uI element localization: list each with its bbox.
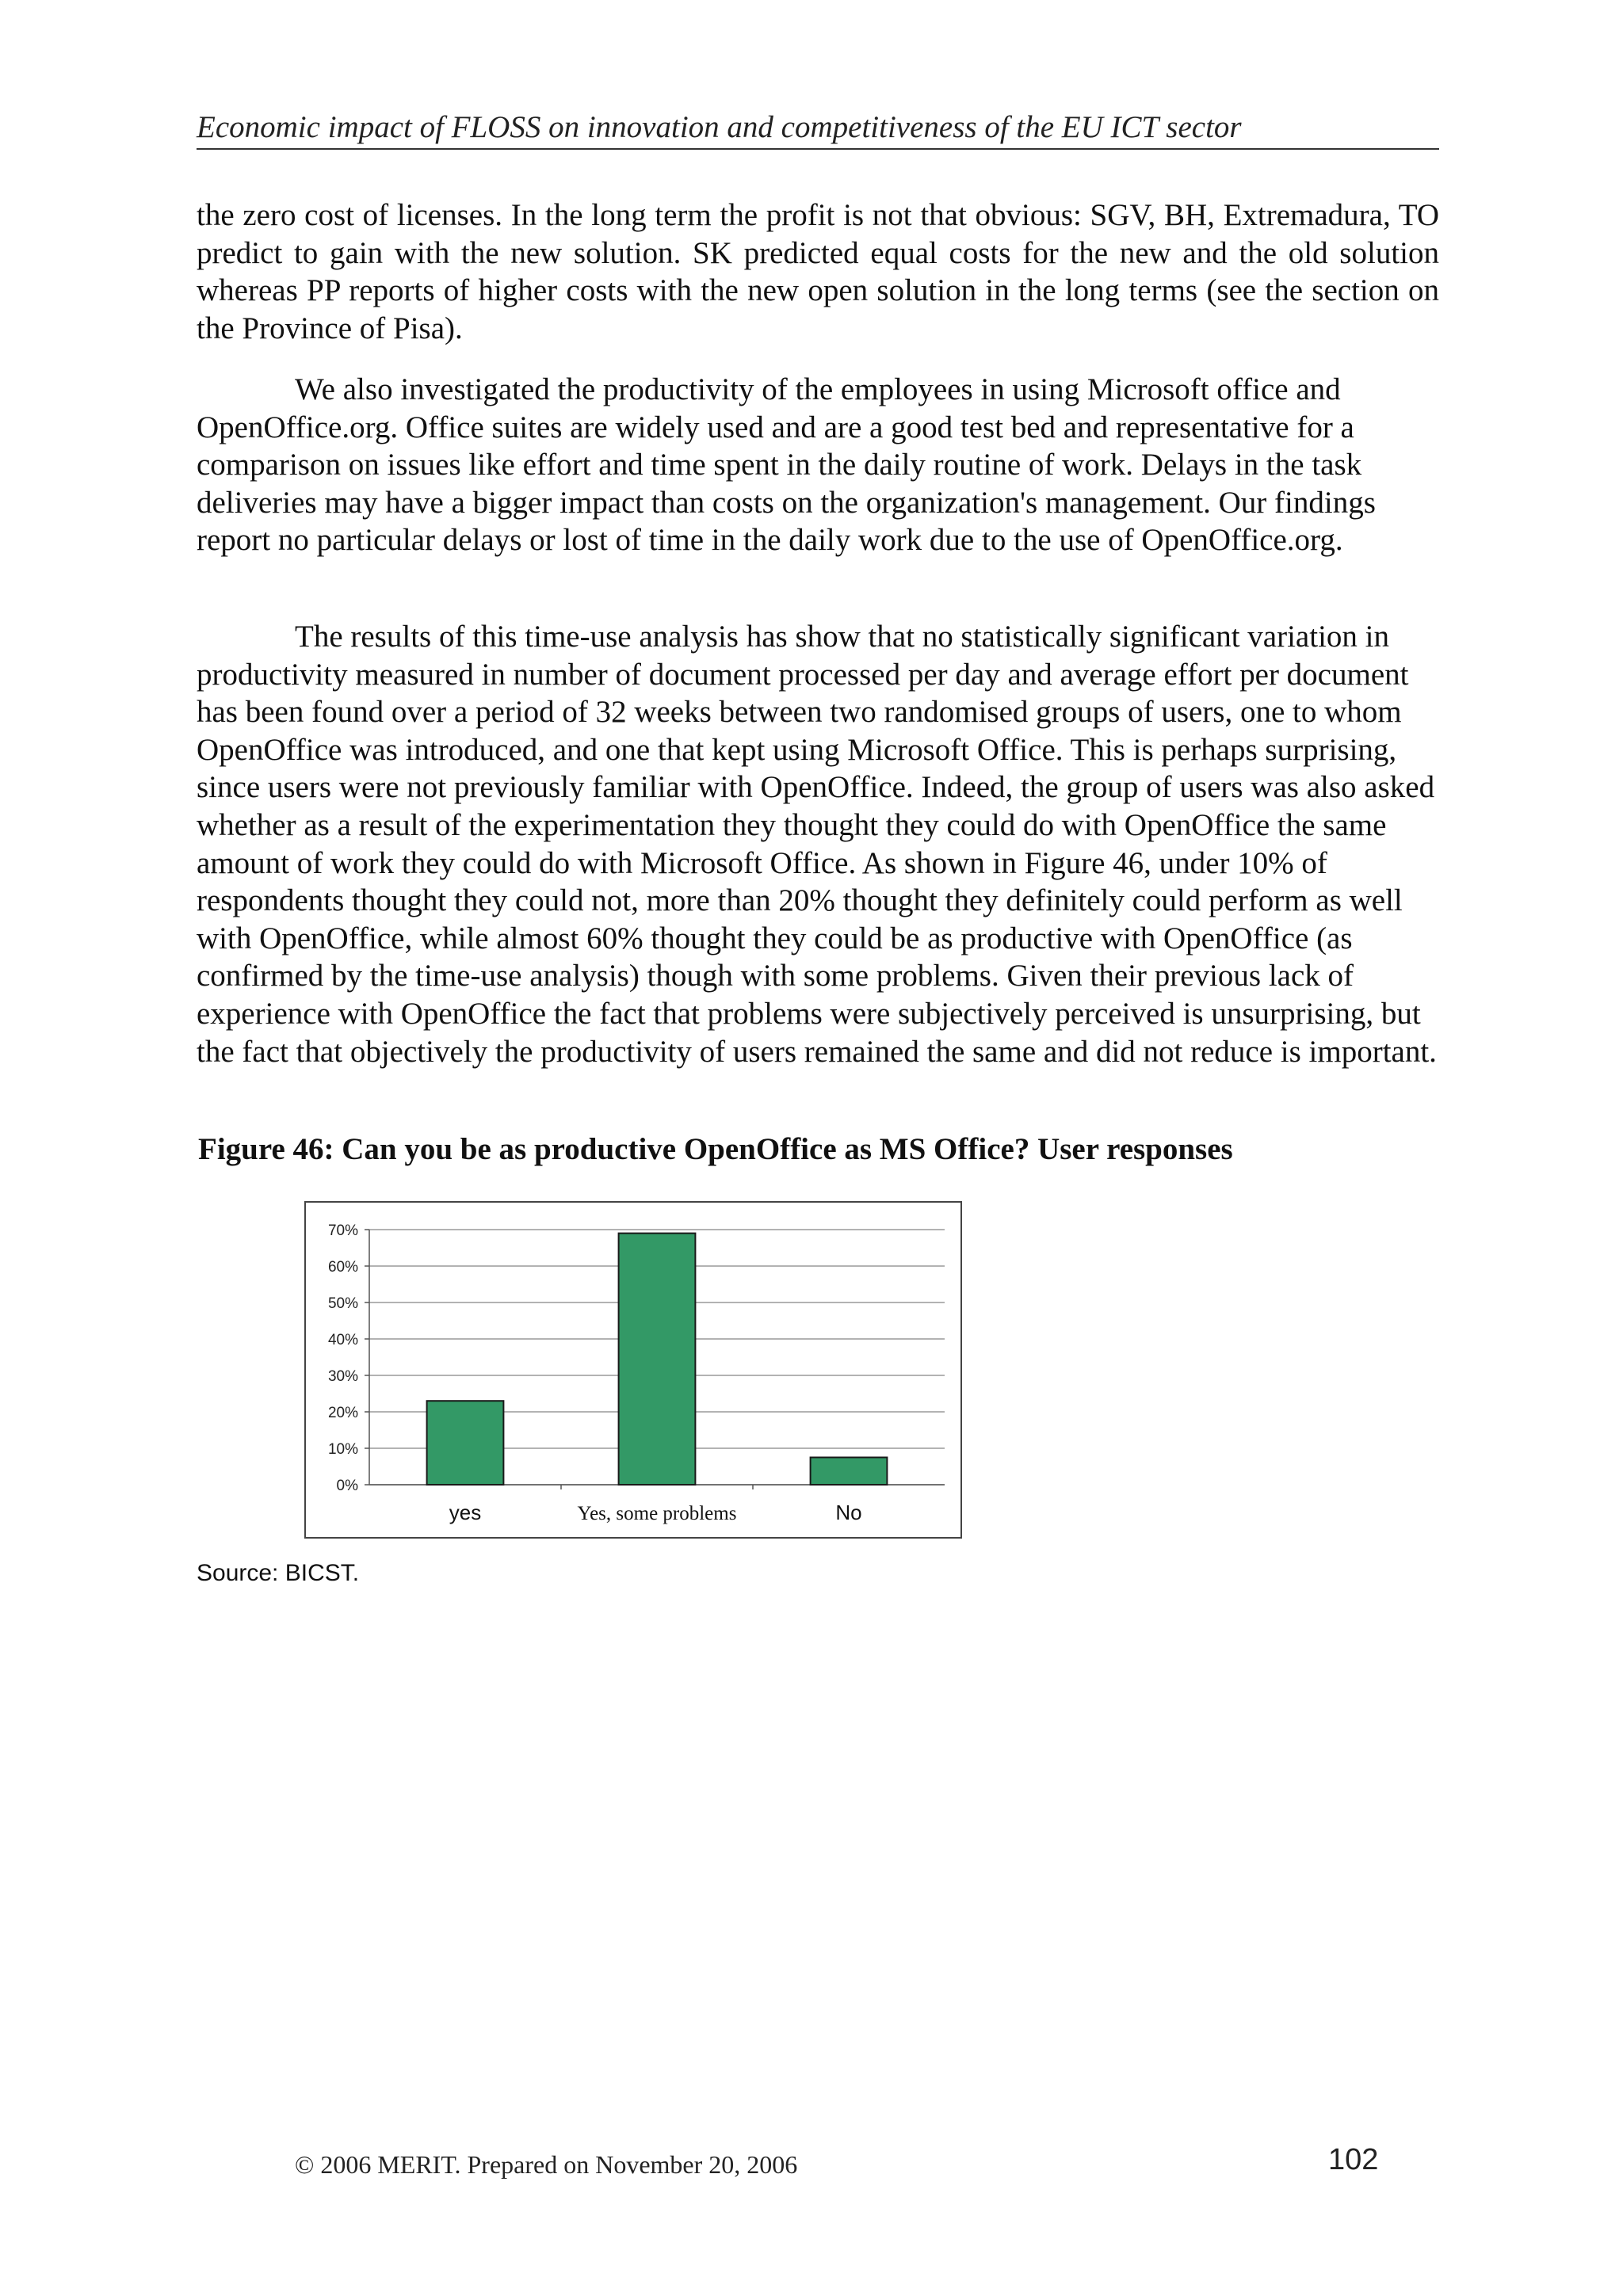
figure-source: Source: BICST. bbox=[197, 1560, 360, 1586]
bar-yes bbox=[427, 1401, 504, 1485]
y-tick-label: 70% bbox=[327, 1222, 358, 1239]
footer-copyright: © 2006 MERIT. Prepared on November 20, 2006 bbox=[295, 2150, 798, 2179]
x-category-label: yes bbox=[449, 1501, 482, 1524]
chart-frame bbox=[304, 1201, 962, 1539]
y-tick-label: 60% bbox=[327, 1259, 358, 1276]
y-tick-label: 10% bbox=[327, 1441, 358, 1458]
paragraph-1 bbox=[197, 196, 1439, 347]
bar-no bbox=[811, 1458, 888, 1486]
running-header: Economic impact of FLOSS on innovation and competitiveness of the EU ICT sector bbox=[197, 110, 1242, 144]
paragraph-3-text: The results of this time-use analysis has show that no statistically significant variation in productivity measured in number of document processed per day and average effort per document has been found over a period of 32 weeks between two randomised groups of users, one to whom OpenOffice was introduced, and one that kept using Microsoft Office. This is perhaps surprising, since users were not previously familiar with OpenOffice. Indeed, the group of users was also asked whether as a result of the experimentation they thought they could do with OpenOffice the same amount of work they could do with Microsoft Office. As shown in Figure 46, under 10% of respondents thought they could not, more than 20% thought they definitely could perform as well with OpenOffice, while almost 60% thought they could be as productive with OpenOffice (as confirmed by the time-use analysis) though with some problems. Given their previous lack of experience with OpenOffice the fact that problems were subjectively perceived is unsurprising, but the fact that objectively the productivity of users remained the same and did not reduce is important. bbox=[197, 620, 1437, 1069]
x-category-label: No bbox=[835, 1501, 862, 1524]
y-tick-label: 40% bbox=[327, 1332, 358, 1348]
y-tick-label: 0% bbox=[336, 1478, 358, 1494]
paragraph-1-text: the zero cost of licenses. In the long term the profit is not that obvious: SGV, BH, Extremadura, TO predict to gain with the new solution. SK predicted equal costs for the new and the old solution whereas PP reports of higher costs with the new open solution in the long terms (see the section on the Province of Pisa). bbox=[197, 198, 1439, 345]
figure-caption: Figure 46: Can you be as productive OpenOffice as MS Office? User responses bbox=[198, 1132, 1233, 1166]
bar-yes-some-problems bbox=[619, 1234, 696, 1485]
y-tick-label: 20% bbox=[327, 1405, 358, 1421]
bar-chart bbox=[306, 1203, 960, 1537]
page-number: 102 bbox=[1328, 2143, 1379, 2176]
paragraph-3 bbox=[197, 618, 1439, 1070]
paragraph-2 bbox=[197, 371, 1439, 559]
y-tick-label: 50% bbox=[327, 1295, 358, 1312]
header-rule bbox=[197, 148, 1439, 150]
y-tick-label: 30% bbox=[327, 1368, 358, 1385]
paragraph-2-text: We also investigated the productivity of the employees in using Microsoft office and OpenOffice.org. Office suites are widely used and are a good test bed and representative for a comparison on issues like effort and time spent in the daily routine of work. Delays in the task deliveries may have a bigger impact than costs on the organization's management. Our findings report no particular delays or lost of time in the daily work due to the use of OpenOffice.org. bbox=[197, 372, 1376, 558]
x-category-label: Yes, some problems bbox=[577, 1503, 737, 1524]
